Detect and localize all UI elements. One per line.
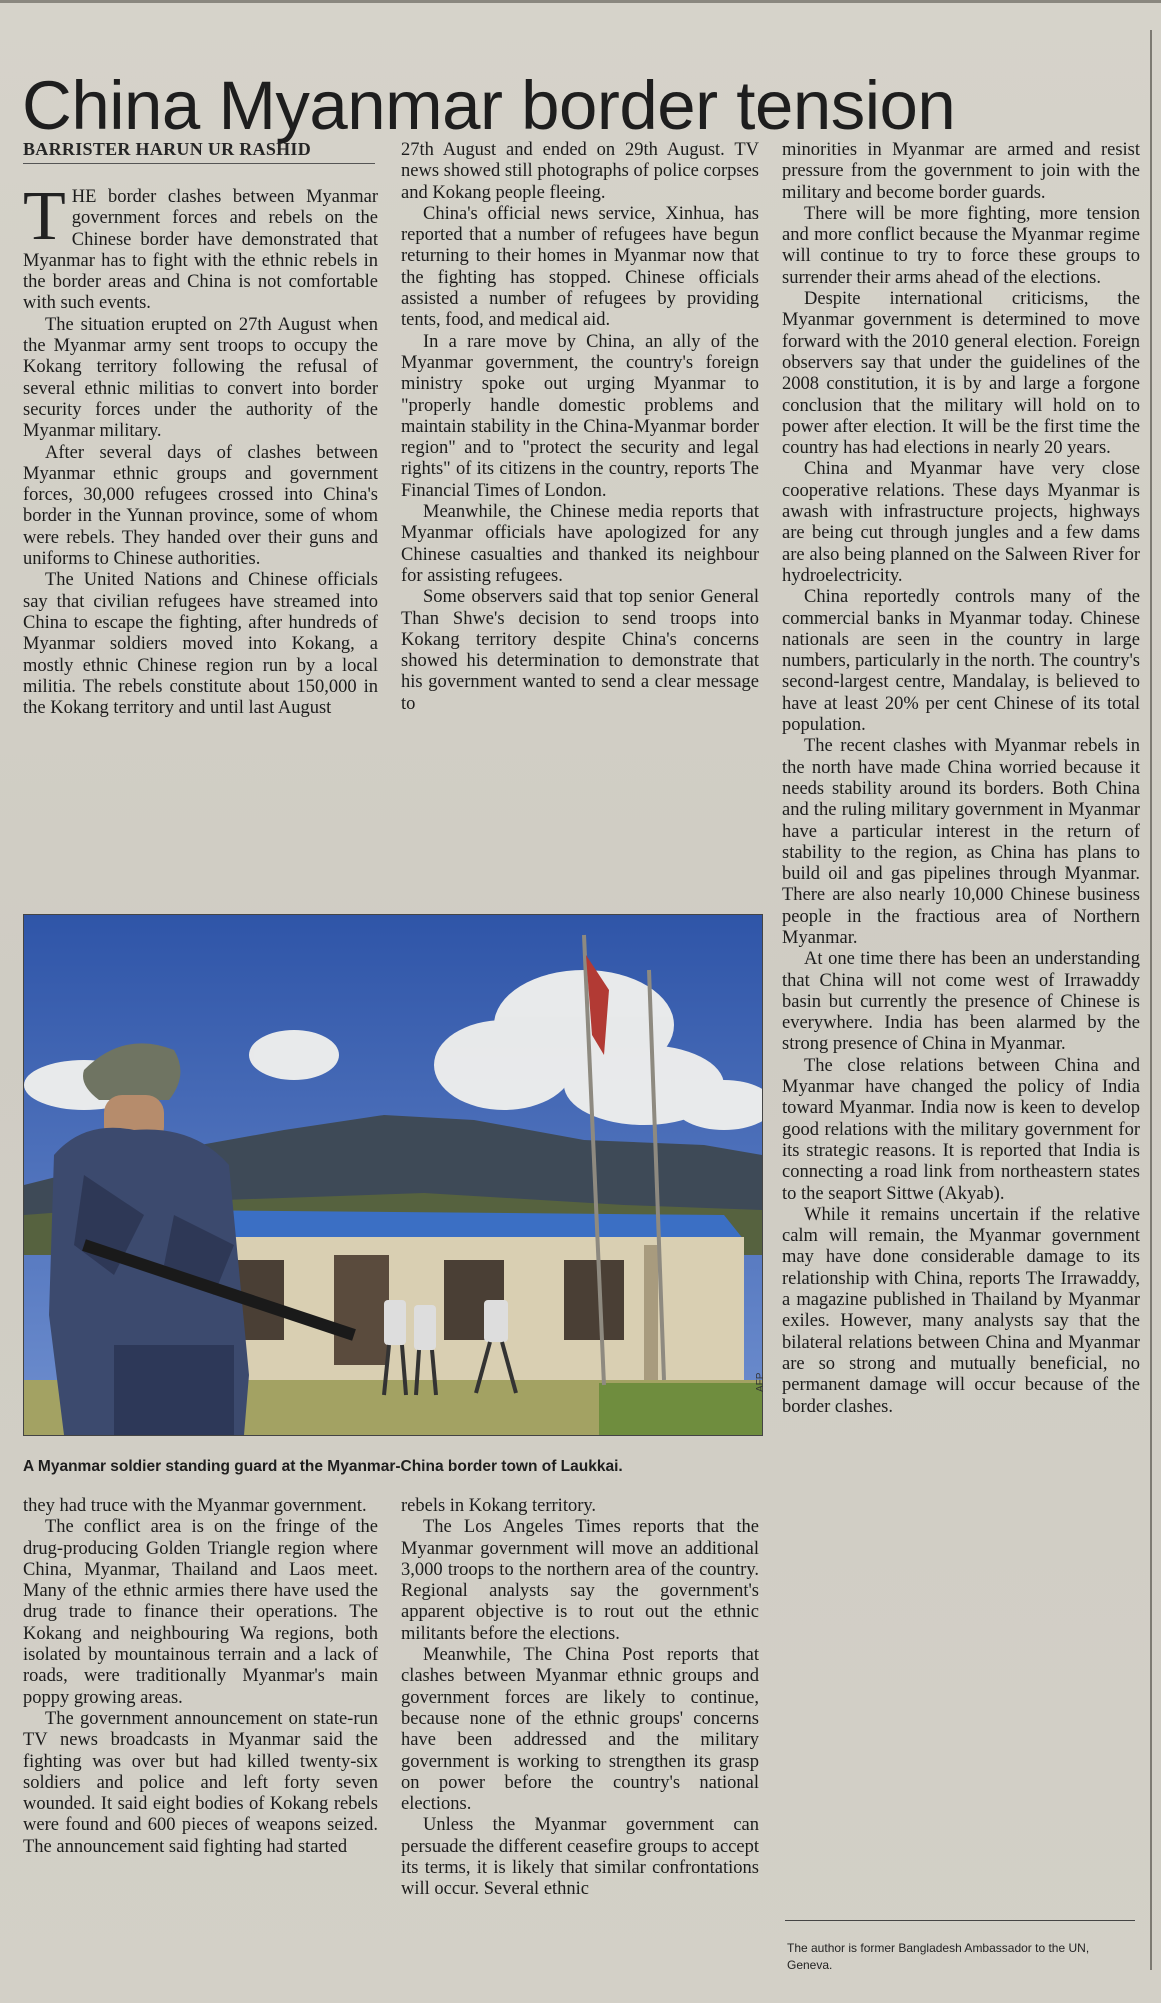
paragraph: China and Myanmar have very close cooperative relations. These days Myanmar is awash with infrastructure projects, highways are being cut through jungles and a few dams are also being planned on the Salween River for hydroelectricity. <box>782 459 1140 586</box>
photo-caption: A Myanmar soldier standing guard at the Myanmar-China border town of Laukkai. <box>23 1458 623 1475</box>
paragraph: Some observers said that top senior General Than Shwe's decision to send troops into Kokang territory despite China's concerns showed his determination to demonstrate that his government wanted to send a clear message to <box>401 587 759 714</box>
column-1-bottom <box>23 1496 378 1986</box>
paragraph: At one time there has been an understanding that China will not come west of Irrawaddy basin but currently the presence of Chinese is everywhere. India has been alarmed by the strong presence of China in Myanmar. <box>782 949 1140 1055</box>
paragraph: Meanwhile, The China Post reports that clashes between Myanmar ethnic groups and government forces are likely to continue, because none of the ethnic groups' concerns have been addressed and the military government is working to strengthen its grasp on power before the country's national elections. <box>401 1645 759 1815</box>
paragraph: The United Nations and Chinese officials say that civilian refugees have streamed into China to escape the fighting, after hundreds of Myanmar soldiers moved into Kokang, a mostly ethnic Chinese region run by a local militia. The rebels constitute about 150,000 in the Kokang territory and until last August <box>23 570 378 719</box>
paragraph: After several days of clashes between Myanmar ethnic groups and government forces, 30,000 refugees crossed into China's border in the Yunnan province, some of whom were rebels. They handed over their guns and uniforms to Chinese authorities. <box>23 442 378 570</box>
top-edge-line <box>0 0 1161 3</box>
drop-cap: T <box>23 187 66 255</box>
paragraph: China's official news service, Xinhua, has reported that a number of refugees have begun returning to their homes in Myanmar now that the fighting has stopped. Chinese officials assisted a number of refugees by providing tents, food, and medical aid. <box>401 203 759 331</box>
paragraph: The conflict area is on the fringe of the drug-producing Golden Triangle region where China, Myanmar, Thailand and Laos meet. Many of the ethnic armies there have used the drug trade to finance their operations. The Kokang and neighbouring Wa regions, both isolated by mountainous terrain and a lack of roads, were traditionally Myanmar's main poppy growing areas. <box>23 1517 378 1708</box>
column-1-top <box>23 187 378 909</box>
paragraph: China reportedly controls many of the commercial banks in Myanmar today. Chinese nationals are seen in the country in large numbers, particularly in the north. The country's second-largest centre, Mandalay, is believed to have at least 20% per cent Chinese of its total population. <box>782 587 1140 736</box>
paragraph: THE border clashes between Myanmar government forces and rebels on the Chinese border have demonstrated that Myanmar has to fight with the ethnic rebels in the border areas and China is not comfortable with such events. <box>23 187 378 314</box>
column-2-bottom <box>401 1496 759 1986</box>
paragraph: There will be more fighting, more tension and more conflict because the Myanmar regime will continue to try to force these groups to surrender their arms ahead of the elections. <box>782 203 1140 288</box>
paragraph: rebels in Kokang territory. <box>401 1496 597 1516</box>
photo-credit: AFP <box>755 1372 766 1392</box>
paragraph: The Los Angeles Times reports that the Myanmar government will move an additional 3,000 troops to the northern area of the country. Regional analysts say the government's apparent objective is to rout out the ethnic militants before the elections. <box>401 1517 759 1644</box>
paragraph: While it remains uncertain if the relative calm will remain, the Myanmar government may have done considerable damage to its relationship with China, reports The Irrawaddy, a magazine published in Thailand by Myanmar exiles. However, many analysts say that the bilateral relations between China and Myanmar are so strong and mutually beneficial, no permanent damage will occur because of the border clashes. <box>782 1204 1140 1417</box>
paragraph: Unless the Myanmar government can persuade the different ceasefire groups to accept its terms, it is likely that similar confrontations will occur. Several ethnic <box>401 1815 759 1900</box>
paragraph: The government announcement on state-run TV news broadcasts in Myanmar said the fighting was over but had killed twenty-six soldiers and police and left forty seven wounded. It said eight bodies of Kokang rebels were found and 600 pieces of weapons seized. The announcement said fighting had started <box>23 1708 378 1857</box>
news-photo <box>23 914 763 1436</box>
paragraph: The recent clashes with Myanmar rebels in the north have made China worried because it needs stability around its borders. Both China and the ruling military government in Myanmar have a particular interest in the return of stability to the region, as China has plans to build oil and gas pipelines through Myanmar. There are also nearly 10,000 Chinese business people in the fractious area of Northern Myanmar. <box>782 736 1140 948</box>
column-2-top <box>401 140 759 909</box>
author-note: The author is former Bangladesh Ambassador to the UN, Geneva. <box>787 1941 1090 1972</box>
article-headline: China Myanmar border tension <box>22 67 956 145</box>
column-3 <box>782 140 1140 1920</box>
paragraph: minorities in Myanmar are armed and resist pressure from the government to join with the military and become border guards. <box>782 140 1140 203</box>
paragraph: The close relations between China and Myanmar have changed the policy of India toward Myanmar. India now is keen to develop good relations with the military government for its strategic reasons. It is reported that India is connecting a road link from northeastern states to the seaport Sittwe (Akyab). <box>782 1055 1140 1204</box>
article-byline: BARRISTER HARUN UR RASHID <box>23 139 375 164</box>
paragraph: Despite international criticisms, the Myanmar government is determined to move forward with the 2010 general election. Foreign observers say that under the guidelines of the 2008 constitution, it is by and large a forgone conclusion that the military will hold on to power after election. It will be the first time the country has had elections in nearly 20 years. <box>782 289 1140 459</box>
paragraph: In a rare move by China, an ally of the Myanmar government, the country's foreign ministry spoke out urging Myanmar to "properly handle domestic problems and maintain stability in the China-Myanmar border region" and to "protect the security and legal rights" of its citizens in the country, reports The Financial Times of London. <box>401 331 759 501</box>
paragraph: they had truce with the Myanmar government. <box>23 1496 367 1516</box>
photo-illustration <box>24 915 762 1435</box>
paragraph: 27th August and ended on 29th August. TV news showed still photographs of police corpses and Kokang people fleeing. <box>401 140 759 203</box>
author-note-rule <box>785 1920 1135 1921</box>
right-column-rule <box>1150 30 1152 1970</box>
paragraph: Meanwhile, the Chinese media reports that Myanmar officials have apologized for any Chinese casualties and thanked its neighbour for assisting refugees. <box>401 502 759 586</box>
paragraph: The situation erupted on 27th August when the Myanmar army sent troops to occupy the Kokang territory following the refusal of several ethnic militias to convert into border security forces under the authority of the Myanmar military. <box>23 314 378 442</box>
